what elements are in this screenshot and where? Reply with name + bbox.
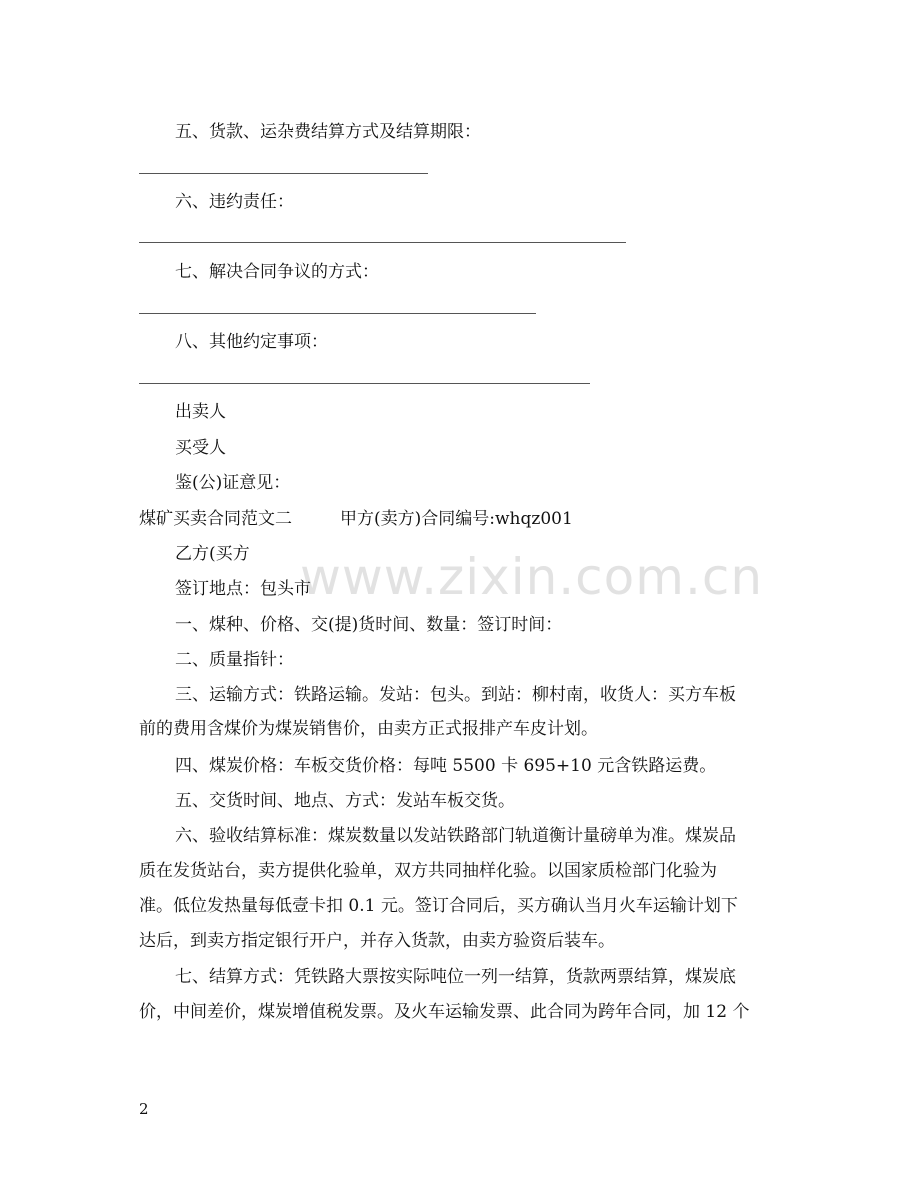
clause-7-line-1: 七、结算方式：凭铁路大票按实际吨位一列一结算，货款两票结算，煤炭底 bbox=[175, 967, 736, 987]
clause-6-line-4: 达后，到卖方指定银行开户，并存入货款，由卖方验资后装车。 bbox=[139, 931, 615, 951]
blank-line-4 bbox=[139, 383, 590, 384]
clause-6-line-1: 六、验收结算标准：煤炭数量以发站铁路部门轨道衡计量磅单为准。煤炭品 bbox=[175, 826, 736, 846]
clause-6-line-2: 质在发货站台，卖方提供化验单，双方共同抽样化验。以国家质检部门化验为 bbox=[139, 861, 717, 881]
blank-line-2 bbox=[139, 242, 626, 243]
blank-line-3 bbox=[139, 313, 536, 314]
section-8-other-heading: 八、其他约定事项： bbox=[175, 332, 328, 352]
clause-5: 五、交货时间、地点、方式：发站车板交货。 bbox=[175, 791, 515, 811]
buyer-label: 买受人 bbox=[175, 438, 226, 458]
section-6-liability-heading: 六、违约责任： bbox=[175, 192, 294, 212]
clause-7-line-2: 价，中间差价，煤炭增值税发票。及火车运输发票、此合同为跨年合同，加 12 个 bbox=[139, 1002, 750, 1022]
party-a-contract-number: 甲方(卖方)合同编号:whqz001 bbox=[340, 509, 573, 529]
clause-2: 二、质量指针： bbox=[175, 650, 294, 670]
section-7-dispute-heading: 七、解决合同争议的方式： bbox=[175, 262, 379, 282]
clause-4: 四、煤炭价格：车板交货价格：每吨 5500 卡 695+10 元含铁路运费。 bbox=[175, 756, 717, 776]
section-5-payment-heading: 五、货款、运杂费结算方式及结算期限： bbox=[175, 122, 481, 142]
clause-6-line-3: 准。低位发热量每低壹卡扣 0.1 元。签订合同后，买方确认当月火车运输计划下 bbox=[139, 896, 738, 916]
page-number: 2 bbox=[139, 1100, 149, 1118]
signing-location: 签订地点：包头市 bbox=[175, 579, 311, 599]
party-b-label: 乙方(买方 bbox=[175, 544, 250, 564]
watermark: www.zixin.com.cn bbox=[300, 548, 764, 606]
notary-opinion-label: 鉴(公)证意见： bbox=[175, 473, 291, 493]
clause-3-line-2: 前的费用含煤价为煤炭销售价，由卖方正式报排产车皮计划。 bbox=[139, 719, 598, 739]
blank-line-1 bbox=[139, 173, 428, 174]
seller-label: 出卖人 bbox=[175, 402, 226, 422]
clause-3-line-1: 三、运输方式：铁路运输。发站：包头。到站：柳村南，收货人：买方车板 bbox=[175, 685, 736, 705]
clause-1: 一、煤种、价格、交(提)货时间、数量：签订时间： bbox=[175, 615, 563, 635]
contract-title: 煤矿买卖合同范文二 bbox=[139, 509, 292, 529]
